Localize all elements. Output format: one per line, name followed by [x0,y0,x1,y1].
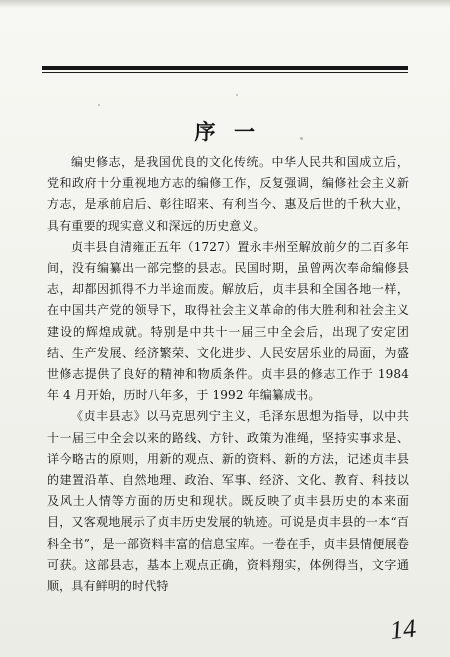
paragraph-1: 编史修志，是我国优良的文化传统。中华人民共和国成立后，党和政府十分重视地方志的编修工作，反复强调，编修社会主义新方志，是承前启后、彰往昭来、有利当今、惠及后世的千秋大业，具有重要的现实意义和深远的历史意义。 [47,155,409,233]
title-char-2: 一 [234,119,256,144]
preface-body [47,152,409,597]
scan-speck [98,104,100,106]
scan-edge [0,0,450,8]
paragraph-2: 贞丰县自清雍正五年（1727）置永丰州至解放前夕的二百多年间，没有编纂出一部完整的县志。民国时期，虽曾两次奉命编修县志，却都因抓得不力半途而废。解放后，贞丰县和全国各地一样，在中国共产党的领导下，取得社会主义革命的伟大胜利和社会主义建设的辉煌成就。特别是中共十一届三中全会后，出现了安定团结、生产发展、经济繁荣、文化进步、人民安居乐业的局面，为盛世修志提供了良好的精神和物质条件。贞丰县的修志工作于 1984 年 4 月开始，历时八年多，于 1992 年编纂成书。 [47,239,409,403]
page-title [0,116,450,146]
scan-speck [300,137,303,140]
header-rule-thick [42,66,408,70]
header-rule-thin [42,72,408,73]
scan-speck [236,94,238,96]
handwritten-page-number: 14 [388,613,418,646]
paragraph-3: 《贞丰县志》以马克思列宁主义，毛泽东思想为指导，以中共十一届三中全会以来的路线、方针、政策为准绳，坚持实事求是、详今略古的原则，用新的观点、新的资料、新的方法，记述贞丰县的建置沿革、自然地理、政治、军事、经济、文化、教育、科技以及风土人情等方面的历史和现状。既反映了贞丰县历史的本来面目，又客观地展示了贞丰历史发展的轨迹。可说是贞丰县的一本“百科全书”，是一部资料丰富的信息宝库。一卷在手，贞丰县情便展卷可获。这部县志，基本上观点正确，资料翔实，体例得当，文字通顺，具有鲜明的时代特 [47,409,409,594]
title-char-1: 序 [194,119,216,144]
